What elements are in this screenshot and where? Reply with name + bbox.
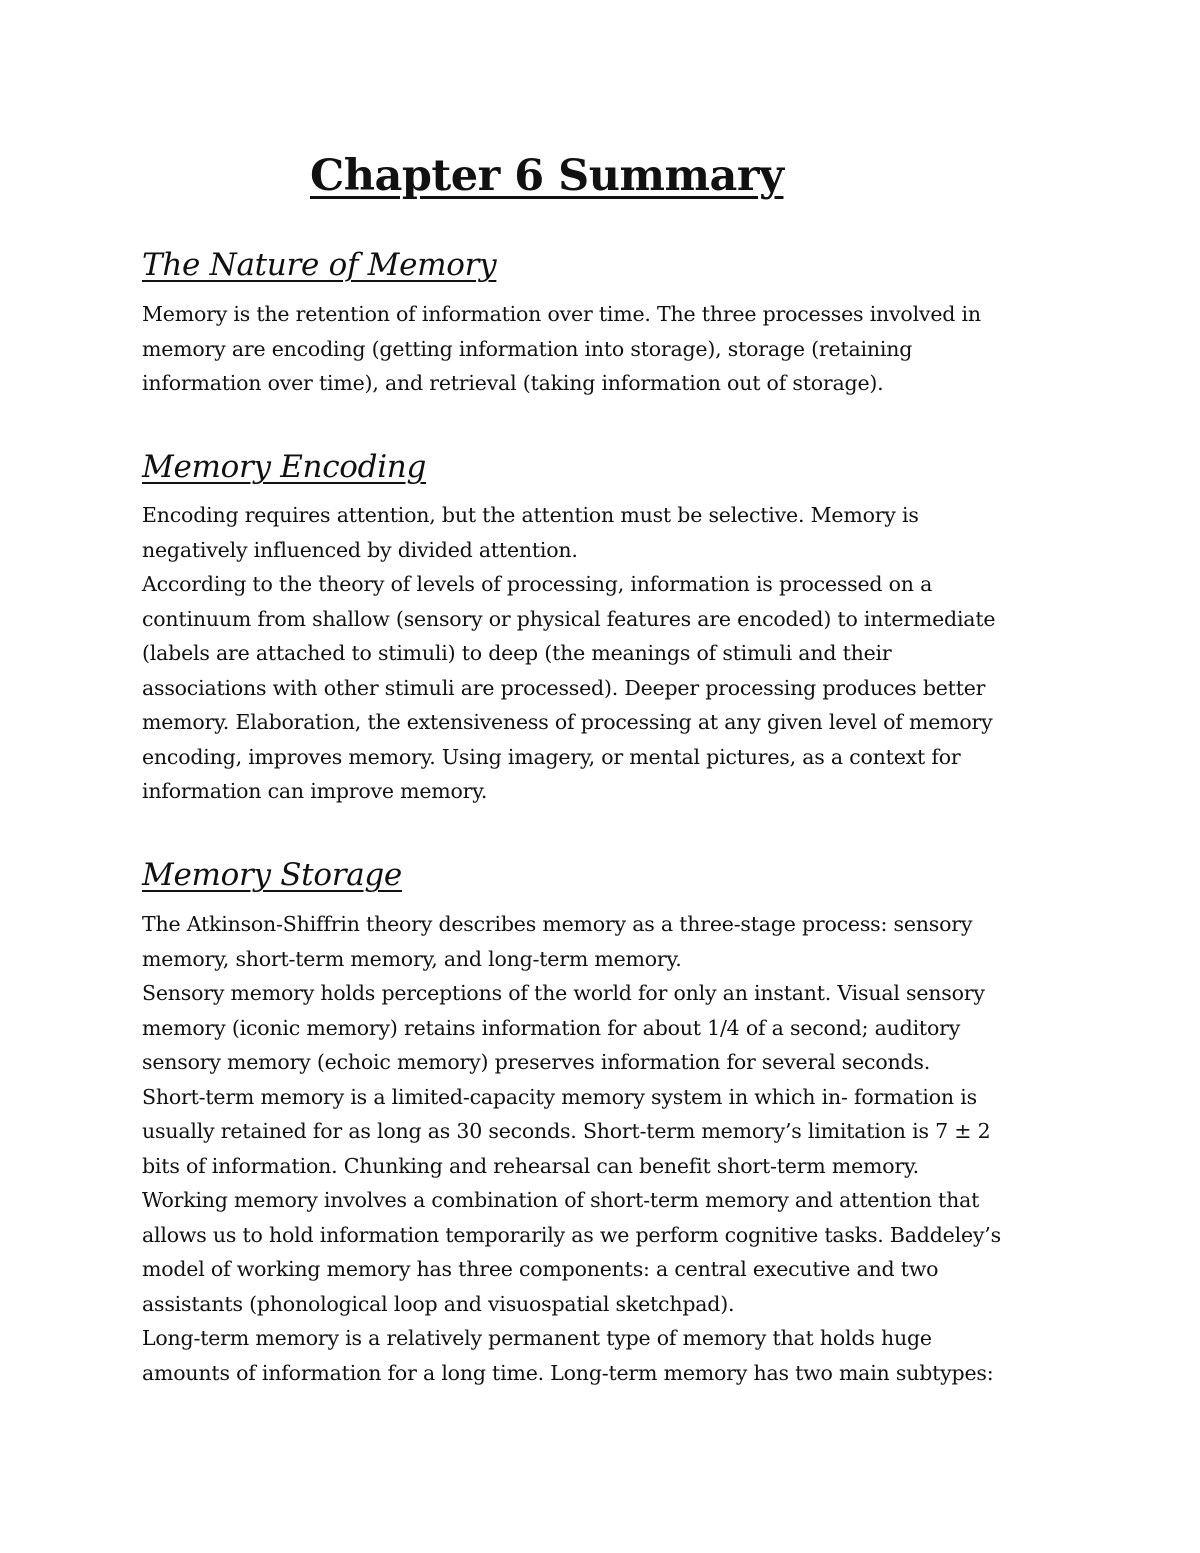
section-body-memory-storage: [142, 907, 1072, 1390]
body-line: usually retained for as long as 30 seconds. Short-term memory’s limitation is 7 ± 2: [142, 1119, 991, 1143]
section-heading-memory-storage: Memory Storage: [142, 857, 402, 893]
body-line: memory are encoding (getting information into storage), storage (retaining: [142, 336, 913, 361]
body-line: (labels are attached to stimuli) to deep (the meanings of stimuli and their: [142, 641, 892, 665]
body-line: Memory is the retention of information over time. The three processes involved in: [142, 302, 981, 326]
body-line: associations with other stimuli are processed). Deeper processing produces better: [142, 675, 986, 700]
body-line: The Atkinson-Shiffrin theory describes memory as a three-stage process: sensory: [142, 912, 973, 936]
section-heading-memory-encoding: Memory Encoding: [142, 449, 427, 485]
section-body-memory-encoding: [142, 498, 1072, 809]
body-line: memory (iconic memory) retains information for about 1/4 of a second; auditory: [142, 1015, 961, 1040]
body-line: encoding, improves memory. Using imagery, or mental pictures, as a context for: [142, 744, 961, 769]
body-line: continuum from shallow (sensory or physical features are encoded) to intermediate: [142, 606, 996, 631]
body-line: model of working memory has three components: a central executive and two: [142, 1257, 939, 1281]
body-line: negatively influenced by divided attention.: [142, 537, 578, 562]
body-line: allows us to hold information temporarily as we perform cognitive tasks. Baddeley’s: [142, 1222, 1001, 1247]
body-line: assistants (phonological loop and visuospatial sketchpad).: [142, 1291, 735, 1316]
body-line: memory. Elaboration, the extensiveness of processing at any given level of memory: [142, 710, 993, 734]
body-line: According to the theory of levels of processing, information is processed on a: [142, 572, 933, 596]
body-line: Long-term memory is a relatively permanent type of memory that holds huge: [142, 1326, 932, 1350]
body-line: Short-term memory is a limited-capacity memory system in which in- formation is: [142, 1084, 977, 1109]
body-line: information over time), and retrieval (taking information out of storage).: [142, 371, 884, 395]
section-heading-nature-of-memory: The Nature of Memory: [142, 247, 497, 283]
section-body-nature-of-memory: [142, 297, 1072, 401]
body-line: Working memory involves a combination of short-term memory and attention that: [142, 1188, 980, 1212]
body-line: Sensory memory holds perceptions of the world for only an instant. Visual sensory: [142, 981, 985, 1005]
page-title: Chapter 6 Summary: [310, 151, 784, 201]
body-line: amounts of information for a long time. Long-term memory has two main subtypes:: [142, 1360, 994, 1385]
body-line: Encoding requires attention, but the attention must be selective. Memory is: [142, 503, 919, 527]
body-line: bits of information. Chunking and rehearsal can benefit short-term memory.: [142, 1153, 919, 1178]
body-line: memory, short-term memory, and long-term memory.: [142, 946, 682, 971]
body-line: information can improve memory.: [142, 779, 488, 803]
body-line: sensory memory (echoic memory) preserves information for several seconds.: [142, 1050, 931, 1074]
